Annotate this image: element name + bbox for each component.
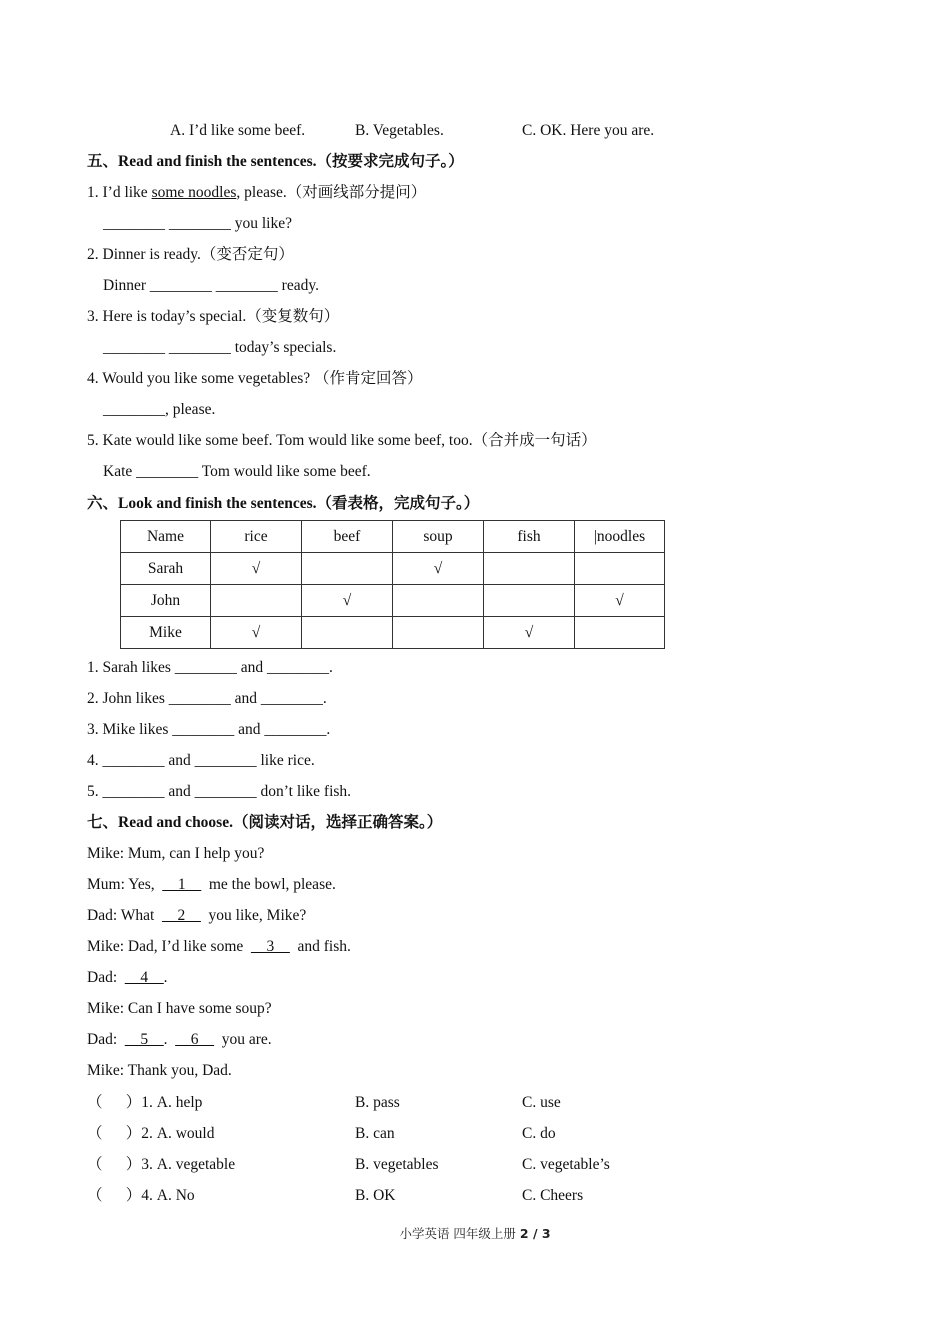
choice-option-c: C. vegetable’s [522,1156,610,1173]
blank-2: __2__ [162,907,201,924]
dialogue-line: Dad: __5__. __6__ you are. [87,1031,272,1048]
table-cell: √ [302,585,393,617]
table-cell [302,553,393,585]
s5-question-2: 2. Dinner is ready.（变否定句） [87,246,294,263]
s5-answer-5: Kate ________ Tom would like some beef. [103,463,371,480]
blank-4: __4__ [124,969,164,986]
dialogue-line: Mum: Yes, __1__ me the bowl, please. [87,876,336,893]
blank-6: __6__ [175,1031,215,1048]
table-header-cell: |noodles [575,521,665,553]
table-header-cell: fish [484,521,575,553]
s5-question-4: 4. Would you like some vegetables? （作肯定回答） [87,370,423,387]
table-cell [484,585,575,617]
s6-sentence-1: 1. Sarah likes ________ and ________. [87,659,333,676]
dialogue-line: Dad: __4__. [87,969,168,986]
page-footer: 小学英语 四年级上册 2 / 3 [399,1226,551,1241]
table-row [121,585,665,617]
table-header-cell: Name [121,521,211,553]
table-cell: √ [393,553,484,585]
dialogue-line: Mike: Can I have some soup? [87,1000,272,1017]
s5-answer-3: ________ ________ today’s specials. [103,339,337,356]
table-header-row [121,521,665,553]
dialogue-line: Mike: Thank you, Dad. [87,1062,232,1079]
section-6-title: 六、Look and finish the sentences.（看表格，完成句子。） [87,495,480,512]
table-cell [575,553,665,585]
table-cell [302,617,393,649]
table-cell [484,553,575,585]
s5-answer-2: Dinner ________ ________ ready. [103,277,319,294]
table-cell [211,585,302,617]
section-7-title: 七、Read and choose.（阅读对话，选择正确答案。） [87,814,443,831]
table-cell [393,585,484,617]
choice-option-b: B. OK [355,1187,396,1204]
choice-question: （ ）3. A. vegetable [87,1156,236,1173]
s6-sentence-2: 2. John likes ________ and ________. [87,690,327,707]
table-cell: √ [484,617,575,649]
choice-option-c: C. use [522,1094,561,1111]
table-header-cell: beef [302,521,393,553]
s6-sentence-3: 3. Mike likes ________ and ________. [87,721,331,738]
choice-option-b: B. pass [355,1094,400,1111]
choice-question: （ ）4. A. No [87,1187,195,1204]
table-cell: John [121,585,211,617]
dialogue-line: Mike: Dad, I’d like some __3__ and fish. [87,938,351,955]
s5-question-5: 5. Kate would like some beef. Tom would like some beef, too.（合并成一句话） [87,432,597,449]
option-a: A. I’d like some beef. [170,122,306,139]
table-cell: Sarah [121,553,211,585]
table-header-cell: soup [393,521,484,553]
table-cell [575,617,665,649]
table-cell: √ [211,617,302,649]
blank-5: __5__ [124,1031,164,1048]
dialogue-line: Dad: What __2__ you like, Mike? [87,907,307,924]
s6-sentence-4: 4. ________ and ________ like rice. [87,752,315,769]
choice-question: （ ）1. A. help [87,1094,203,1111]
table-row [121,553,665,585]
food-table [120,520,665,649]
choice-option-b: B. vegetables [355,1156,439,1173]
s5-answer-1: ________ ________ you like? [103,215,292,232]
s5-question-3: 3. Here is today’s special.（变复数句） [87,308,340,325]
table-header-cell: rice [211,521,302,553]
choice-option-b: B. can [355,1125,395,1142]
blank-1: __1__ [162,876,202,893]
choice-option-c: C. Cheers [522,1187,584,1204]
page-number: 2 / 3 [519,1226,551,1241]
s6-sentence-5: 5. ________ and ________ don’t like fish. [87,783,352,800]
table-cell: √ [575,585,665,617]
s5-answer-4: ________, please. [103,401,216,418]
table-cell: Mike [121,617,211,649]
section-5-title: 五、Read and finish the sentences.（按要求完成句子。） [87,153,464,170]
table-cell: √ [211,553,302,585]
table-cell [393,617,484,649]
option-c: C. OK. Here you are. [522,122,655,139]
choice-option-c: C. do [522,1125,556,1142]
s5-question-1: 1. I’d like some noodles, please.（对画线部分提问） [87,184,427,201]
dialogue-line: Mike: Mum, can I help you? [87,845,265,862]
table-row [121,617,665,649]
choice-question: （ ）2. A. would [87,1125,215,1142]
blank-3: __3__ [251,938,290,955]
option-b: B. Vegetables. [355,122,444,139]
